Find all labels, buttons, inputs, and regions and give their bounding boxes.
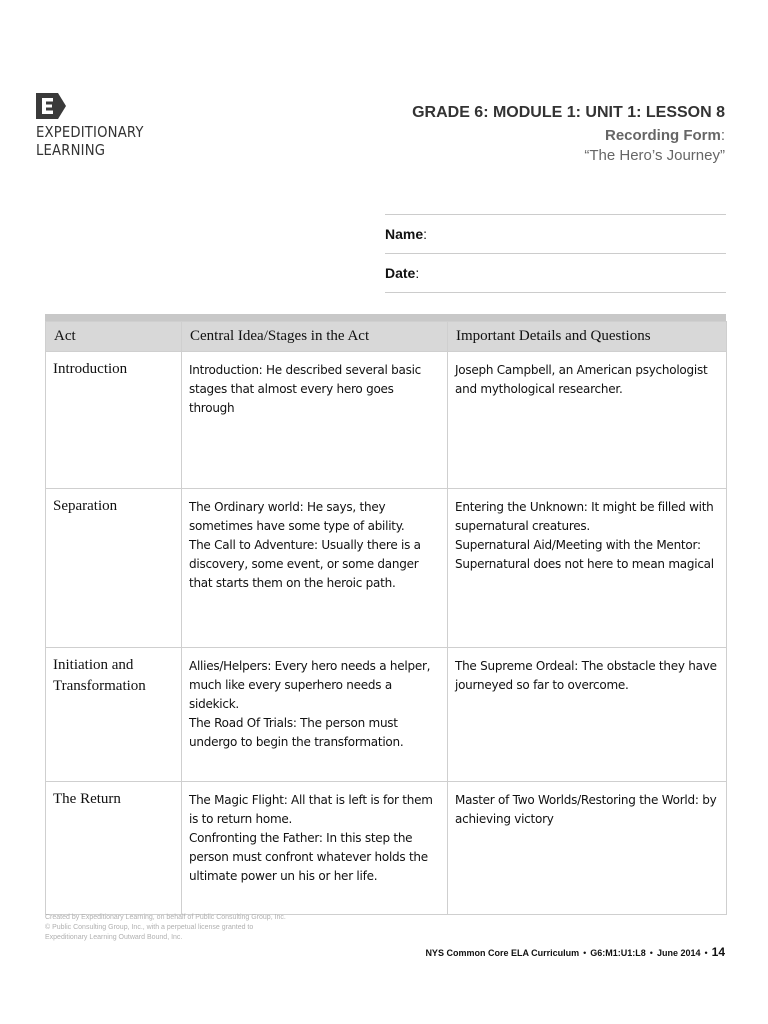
details-cell [448, 489, 727, 648]
logo-line-2: LEARNING [36, 141, 106, 159]
student-info-fields [385, 214, 726, 293]
name-label-colon: : [423, 226, 428, 242]
separator: • [583, 948, 587, 958]
curriculum-name: NYS Common Core ELA Curriculum [425, 948, 580, 958]
table-row [46, 352, 727, 489]
page-footer [425, 945, 725, 959]
name-label-text: Name [385, 226, 424, 242]
table-row [46, 782, 727, 915]
cell-text: Supernatural Aid/Meeting with the Mentor: Supernatural does not here to mean magical [455, 538, 714, 571]
table-row [46, 489, 727, 648]
central-idea-cell [182, 352, 448, 489]
date-label-text: Date [385, 265, 416, 281]
credit-line: © Public Consulting Group, Inc., with a perpetual license granted to [45, 924, 254, 931]
header-central-idea: Central Idea/Stages in the Act [182, 322, 448, 352]
logo-wordmark [36, 123, 159, 159]
separator: • [649, 948, 653, 958]
date-field[interactable] [385, 253, 726, 293]
name-label [385, 226, 427, 242]
cell-text: The Call to Adventure: Usually there is a discovery, some event, or some danger that starts them on the heroic path. [189, 538, 421, 590]
cell-text: Entering the Unknown: It might be filled with supernatural creatures. [455, 500, 714, 533]
act-cell: Separation [46, 489, 182, 648]
cell-text: Confronting the Father: In this step the person must confront whatever holds the ultimate power un his or her life. [189, 831, 428, 883]
act-cell: The Return [46, 782, 182, 915]
table-top-bar [45, 314, 726, 321]
logo-line-1: EXPEDITIONARY [36, 123, 144, 141]
el-logo-icon [36, 93, 66, 119]
cell-text: Introduction: He described several basic stages that almost every hero goes through [189, 363, 422, 415]
name-field[interactable] [385, 214, 726, 253]
date-label-colon: : [415, 265, 420, 281]
details-cell [448, 648, 727, 782]
act-cell: Initiation and Transformation [46, 648, 182, 782]
credit-line: Expeditionary Learning Outward Bound, Inc. [45, 934, 183, 941]
cell-text: Joseph Campbell, an American psychologist and mythological researcher. [455, 363, 708, 396]
cell-text: The Road Of Trials: The person must undergo to begin the transformation. [189, 716, 404, 749]
lesson-header [412, 103, 725, 166]
central-idea-cell [182, 489, 448, 648]
cell-text: Master of Two Worlds/Restoring the World: by achieving victory [455, 793, 717, 826]
header-act: Act [46, 322, 182, 352]
table-row [46, 648, 727, 782]
cell-text: The Ordinary world: He says, they sometimes have some type of ability. [189, 500, 405, 533]
date-label [385, 265, 419, 281]
details-cell [448, 782, 727, 915]
footer-date: June 2014 [656, 948, 701, 958]
cell-text: The Magic Flight: All that is left is for them is to return home. [189, 793, 433, 826]
page-number: 14 [711, 945, 725, 959]
form-label-text: Recording Form [604, 127, 721, 144]
recording-form-table [45, 314, 726, 915]
central-idea-cell [182, 648, 448, 782]
act-cell: Introduction [46, 352, 182, 489]
cell-text: The Supreme Ordeal: The obstacle they have journeyed so far to overcome. [455, 659, 717, 692]
expeditionary-learning-logo [36, 93, 176, 159]
central-idea-cell [182, 782, 448, 915]
form-label-colon: : [720, 127, 725, 144]
copyright-credit [45, 913, 286, 943]
heros-journey-table [45, 321, 727, 915]
details-cell [448, 352, 727, 489]
cell-text: Allies/Helpers: Every hero needs a helper, much like every superhero needs a sidekick. [189, 659, 431, 711]
credit-line: Created by Expeditionary Learning, on behalf of Public Consulting Group, Inc. [45, 914, 286, 921]
table-header-row [46, 322, 727, 352]
form-title: “The Hero’s Journey” [584, 147, 725, 164]
lesson-code: G6:M1:U1:L8 [590, 948, 646, 958]
grade-module-lesson: GRADE 6: MODULE 1: UNIT 1: LESSON 8 [412, 104, 725, 121]
header-details: Important Details and Questions [448, 322, 727, 352]
separator: • [704, 948, 708, 958]
form-label [412, 125, 725, 146]
